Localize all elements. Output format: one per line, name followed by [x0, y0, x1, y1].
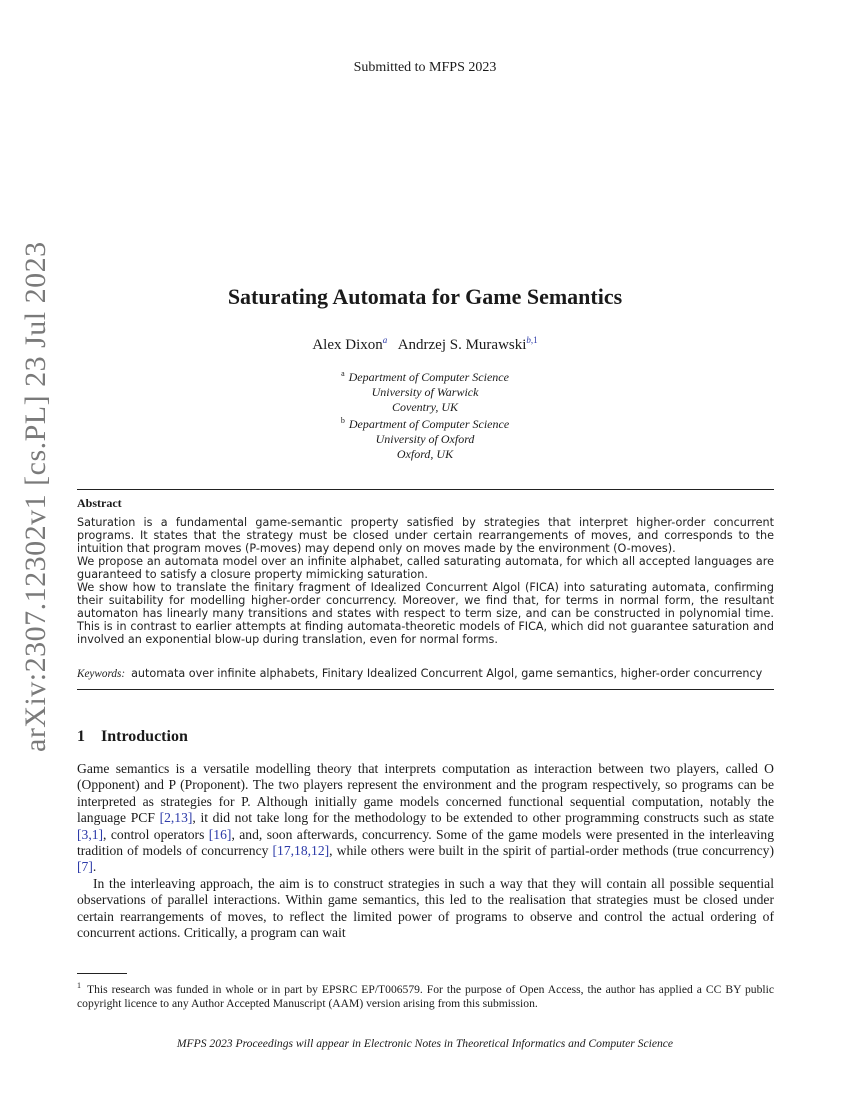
affiliation-label: a: [341, 369, 345, 378]
text-run: , and, soon afterwards, concurrency. Some of the game models were presented in the interleaving tradition of models of concurrency: [77, 826, 774, 859]
author-name: Alex Dixon: [312, 337, 383, 353]
affiliation-dept: Department of Computer Science: [348, 370, 509, 384]
keywords-text: automata over infinite alphabets, Finitary Idealized Concurrent Algol, game semantics, higher-order concurrency: [131, 667, 763, 680]
section-heading: [77, 728, 188, 746]
intro-body: [77, 761, 774, 941]
text-run: .: [92, 859, 97, 875]
text-run: , control operators: [103, 826, 209, 842]
affiliation-place: Oxford, UK: [396, 447, 454, 461]
citation-link[interactable]: [7]: [77, 859, 93, 875]
affiliation-mark[interactable]: a: [382, 335, 388, 345]
proceedings-note: MFPS 2023 Proceedings will appear in Electronic Notes in Theoretical Informatics and Computer Science: [176, 1037, 674, 1050]
abstract-bottom-rule: [77, 689, 774, 690]
section-title: Introduction: [101, 728, 188, 745]
affiliation-dept: Department of Computer Science: [348, 417, 510, 431]
keywords-label: Keywords:: [77, 668, 126, 680]
affiliation-place: Coventry, UK: [392, 400, 458, 414]
text-run: , it did not take long for the methodology to be extended to other programming constructs such as state: [192, 810, 775, 826]
author-list: [0, 335, 850, 354]
text-run: , while others were built in the spirit of partial-order methods (true concurrency): [329, 843, 774, 859]
footnote-rule: [77, 973, 127, 974]
affiliation-univ: University of Warwick: [371, 385, 479, 399]
arxiv-stamp: arXiv:2307.12302v1 [cs.PL] 23 Jul 2023: [19, 241, 52, 752]
affiliation-a: [0, 366, 850, 415]
intro-paragraph: [77, 761, 774, 876]
citation-link[interactable]: [17,18,12]: [272, 843, 330, 859]
comma-sep: ,: [530, 335, 534, 345]
text-run: Game semantics is a versatile modelling theory that interprets computation as interaction between two players, called O (Opponent) and P (Proponent). The two players represent the environment and the program respectively, so programs can be interpreted as strategies for P. Although initially game models concerned functional sequential computation, notably the language PCF: [77, 761, 774, 826]
abstract-paragraph: We show how to translate the finitary fragment of Idealized Concurrent Algol (FICA) into saturating automata, confirming their suitability for modelling higher-order concurrency. Moreover, we find that, for terms in normal form, the resultant automaton has linearly many transitions and states with respect to term size, and can be constructed in polynomial time. This is in contrast to earlier attempts at finding automata-theoretic models of FICA, which did not guarantee saturation and involved an exponential blow-up during translation, even for normal forms.: [77, 581, 774, 646]
affiliation-mark[interactable]: b: [526, 335, 531, 345]
citation-link[interactable]: [3,1]: [77, 826, 104, 842]
paper-title: Saturating Automata for Game Semantics: [227, 284, 623, 309]
abstract-paragraph: We propose an automata model over an infinite alphabet, called saturating automata, for which all accepted languages are guaranteed to satisfy a closure property mimicking saturation.: [77, 555, 774, 581]
submitted-note: Submitted to MFPS 2023: [353, 60, 497, 75]
footnote-text: This research was funded in whole or in part by EPSRC EP/T006579. For the purpose of Open Access, the author has applied a CC BY public copyright licence to any Author Accepted Manuscript (AAM) version arising from this submission.: [77, 982, 774, 1010]
abstract-heading: Abstract: [77, 496, 122, 510]
affiliation-univ: University of Oxford: [375, 432, 475, 446]
citation-link[interactable]: [16]: [208, 826, 232, 842]
abstract-top-rule: [77, 489, 774, 490]
affiliation-label: b: [340, 416, 345, 425]
section-number: 1: [77, 728, 85, 745]
footnote-mark: 1: [77, 981, 81, 990]
citation-link[interactable]: [2,13]: [159, 810, 193, 826]
keywords: [77, 667, 774, 681]
abstract-paragraph: Saturation is a fundamental game-semantic property satisfied by strategies that interpret higher-order concurrent programs. It states that the strategy must be closed under certain rearrangements of moves, and corresponds to the intuition that program moves (P-moves) may depend only on moves made by the environment (O-moves).: [77, 516, 774, 555]
affiliation-b: [0, 413, 850, 462]
footnote-mark[interactable]: 1: [533, 335, 538, 345]
footnote: [77, 979, 774, 1011]
intro-paragraph: In the interleaving approach, the aim is to construct strategies in such a way that they will contain all possible sequential observations of parallel interactions. Within game semantics, this led to the realisation that strategies must be closed under certain rearrangements of moves, to reflect the limited power of programs to observe and control the actual ordering of concurrent actions. Critically, a program can wait: [77, 875, 774, 941]
abstract-body: [77, 516, 774, 646]
author-name: Andrzej S. Murawski: [397, 337, 527, 353]
